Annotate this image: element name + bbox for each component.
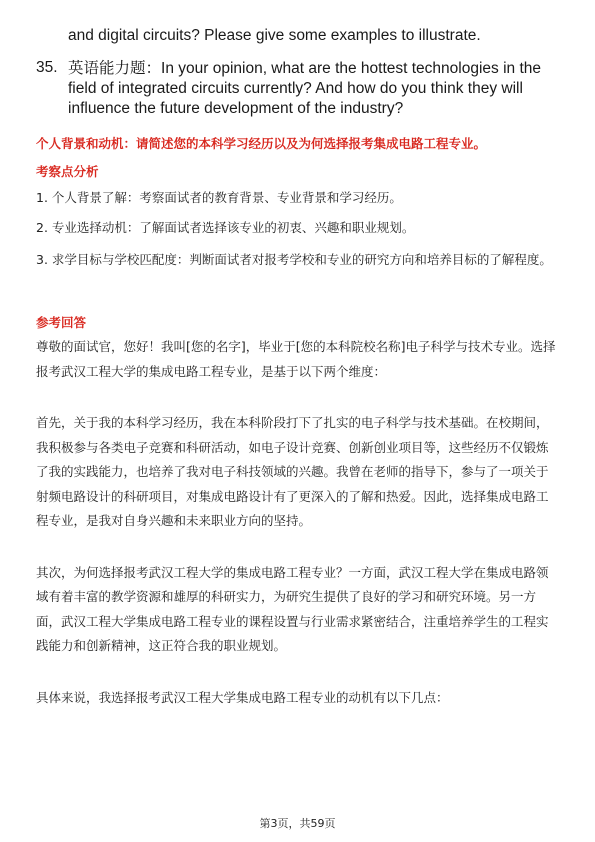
analysis-block xyxy=(36,162,560,272)
answer-paragraph: 具体来说，我选择报考武汉工程大学集成电路工程专业的动机有以下几点： xyxy=(36,689,449,705)
question-continuation: and digital circuits? Please give some examples to illustrate. xyxy=(68,27,481,44)
answer-block xyxy=(36,313,560,710)
question-number: 35. xyxy=(36,59,58,76)
page-footer: 第3页，共59页 xyxy=(259,817,336,830)
analysis-item: 1. 个人背景了解：考察面试者的教育背景、专业背景和学习经历。 xyxy=(36,190,402,205)
question-label: 英语能力题： xyxy=(68,59,162,77)
question-text: In your opinion, what are the hottest technologies in the field of integrated circuits currently? And how do you think they will influence the future development of the industry? xyxy=(68,60,542,117)
analysis-item: 3. 求学目标与学校匹配度：判断面试者对报考学校和专业的研究方向和培养目标的了解程度。 xyxy=(36,252,552,267)
section-title: 个人背景和动机：请简述您的本科学习经历以及为何选择报考集成电路工程专业。 xyxy=(36,136,487,151)
analysis-item: 2. 专业选择动机：了解面试者选择该专业的初衷、兴趣和职业规划。 xyxy=(36,220,415,235)
question-35 xyxy=(36,58,556,119)
answer-paragraph: 其次，为何选择报考武汉工程大学的集成电路工程专业？一方面，武汉工程大学在集成电路领域有着丰富的教学资源和雄厚的科研实力，为研究生提供了良好的学习和研究环境。另一方面，武汉工程大学集成电路工程专业的课程设置与行业需求紧密结合，注重培养学生的工程实践能力和创新精神，这正符合我的职业规划。 xyxy=(36,564,549,653)
answer-heading: 参考回答 xyxy=(36,315,87,330)
analysis-heading: 考察点分析 xyxy=(36,164,99,179)
question-body xyxy=(68,58,556,119)
section-title-block xyxy=(36,134,560,152)
answer-paragraph: 首先，关于我的本科学习经历，我在本科阶段打下了扎实的电子科学与技术基础。在校期间，我积极参与各类电子竞赛和科研活动，如电子设计竞赛、创新创业项目等，这些经历不仅锻炼了我的实践能力，也培养了我对电子科技领域的兴趣。我曾在老师的指导下，参与了一项关于射频电路设计的科研项目，对集成电路设计有了更深入的了解和热爱。因此，选择集成电路工程专业，是我对自身兴趣和未来职业方向的坚持。 xyxy=(36,415,549,528)
answer-paragraph: 尊敬的面试官，您好！我叫[您的名字]，毕业于[您的本科院校名称]电子科学与技术专业。选择报考武汉工程大学的集成电路工程专业，是基于以下两个维度： xyxy=(36,339,556,379)
